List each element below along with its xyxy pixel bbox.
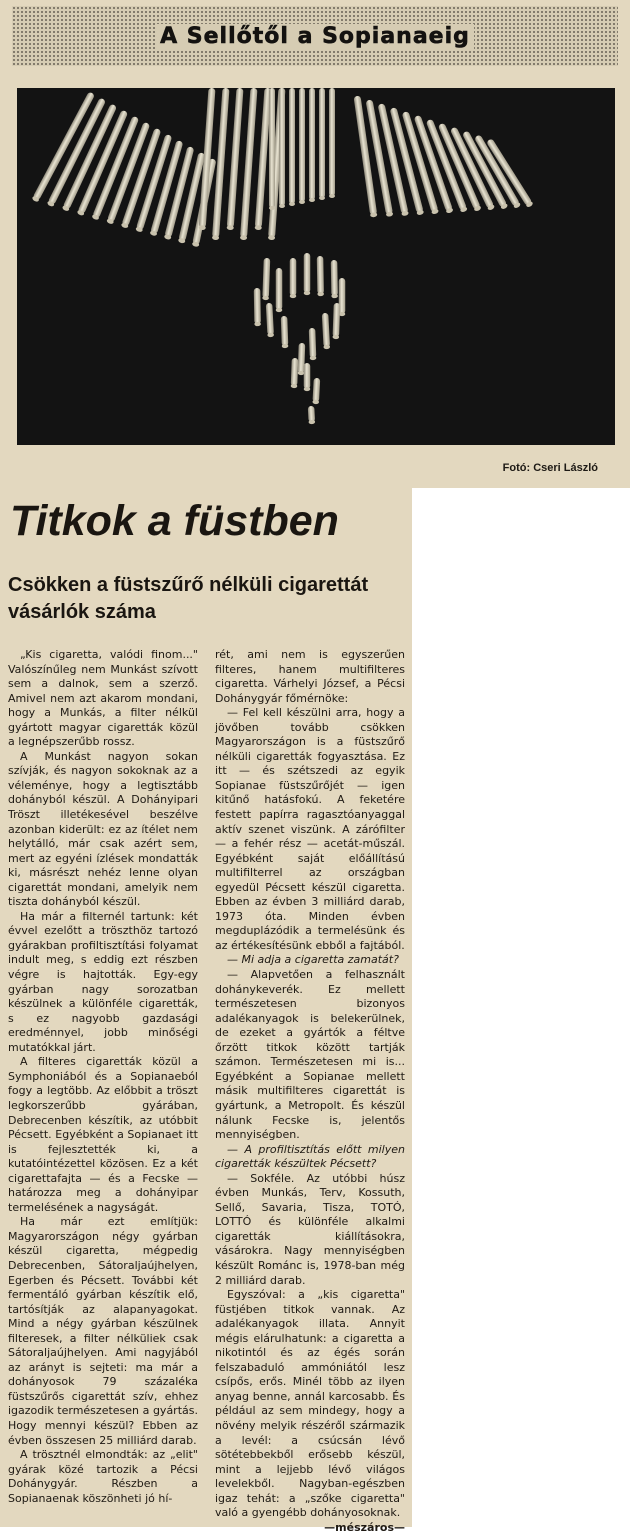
cigarette-shape [255, 88, 272, 230]
cigarette-shape [291, 358, 299, 388]
photo-credit: Fotó: Cseri László [502, 462, 598, 474]
cigarette-shape [329, 88, 335, 198]
author-signature: —mészáros— [324, 1520, 405, 1534]
cigarette-shape [317, 256, 324, 296]
article-column-left [8, 648, 198, 1506]
cigarette-shape [299, 88, 305, 204]
paragraph: Egyszóval: a „kis cigaretta" füstjében titkok vannak. Az adalékanyagok illata. Annyit mégis elárulhatunk: a cigaretta a nikotintól és az égés során felszabaduló ammóniától lesz csípős, erős. Minél több az ilyen anyag benne, annál karcosabb. És például az sem mindegy, hogy a növény melyik részéről származik a levél: a csúcsán lévő sötétebbekből erősebb készül, mint a lejjebb lévő világos levelekből. Nagyban-egészben igaz tehát: a „szőke cigaretta" való a gyengébb dohányosoknak. [215, 1288, 405, 1520]
section-header-band [12, 6, 618, 66]
section-header-title: A Sellőtől a Sopianaeig [156, 24, 474, 49]
paragraph: rét, ami nem is egyszerűen filteres, hanem multifilteres cigaretta. Várhelyi József, a Pécsi Dohánygyár főmérnöke: [215, 648, 405, 705]
cigarette-shape [262, 258, 270, 300]
cigarette-shape [276, 268, 283, 312]
cigarette-shape [332, 303, 340, 339]
cigarette-shape [312, 378, 320, 404]
cigarette-shape [281, 316, 289, 348]
article-column-right [215, 648, 405, 1535]
paragraph: A Munkást nagyon sokan szívják, és nagyon sokoknak az a véleménye, hogy a legtisztább dohányból készül. A Dohányipari Tröszt illetékesével beszélve azonban kiderült: ez az ítélet nem helytálló, már csak azért sem, mert az egyéni ízlések mondatták ki, másrészt nehéz lenne olyan cigarettát mondani, amelyik nem tiszta dohányból készül. [8, 749, 198, 909]
cigarette-shape [289, 88, 295, 206]
cigarette-shape [331, 260, 338, 298]
article-title: Titkok a füstben [10, 497, 339, 545]
cigarette-shape [308, 406, 315, 424]
paragraph: „Kis cigaretta, valódi finom..." Valószínűleg nem Munkást szívott sem a dalnok, sem a szerző. Amivel nem azt akarom mondani, hogy a Munkás, a filter nélkül gyártott magyar cigaretták közül a legnépszerűbb rossz. [8, 648, 198, 749]
article-subtitle: Csökken a füstszűrő nélküli cigarettát vásárlók száma [8, 574, 369, 623]
cigarette-shape [279, 88, 285, 208]
cigarette-shape [254, 288, 261, 326]
paragraph: — Fel kell készülni arra, hogy a jövőben tovább csökken Magyarországon is a füstszűrő nélküli cigaretták fogyasztása. Ez itt — és szétszedi az egyik Sopianae füstszűrőjét — igen kitűnő hatásfokú. A feketére festett papírra ragasztóanyaggal aktív szenet viszünk. A zárófilter — a fehér rész — acetát-műszál. Egyébként saját előállítású multifilterrel az országban egyedül Pécsett készül cigaretta. Ebben az évben 3 milliárd darab, 1973 óta. Minden évben megduplázódik a termelésünk és az értékesítésünk ebből a fajtából. [215, 706, 405, 952]
interview-question: — A profiltisztítás előtt milyen cigaretták készültek Pécsett? [215, 1142, 405, 1171]
cigarette-shape [266, 303, 274, 337]
cigarette-shape [227, 88, 244, 230]
interview-question: — Mi adja a cigaretta zamatát? [227, 953, 399, 967]
photo-image [17, 88, 615, 445]
cigarette-shape [309, 328, 317, 360]
cigarette-shape [240, 88, 258, 240]
paragraph: — Alapvetően a felhasznált dohánykeverék. Ez mellett természetesen bizonyos adalékanyagok is belekerülnek, de ezeket a gyártók a féltve őrzött titkok között tartják számon. Természetesen mi is... Egyébként a Sopianae mellett másik multifilteres cigarettát is gyártunk, a Metropolt. És készül nálunk Fecske is, jelentős mennyiségben. [215, 968, 405, 1142]
cigarette-shape [290, 258, 297, 298]
paragraph: — Sokféle. Az utóbbi húsz évben Munkás, Terv, Kossuth, Sellő, Savaria, Tisza, TOTÓ, LOTTÓ és különféle alkalmi cigaretták kiállításokra, vásárokra. Nagy mennyiségben készült Románc is, 1978-ban még 2 milliárd darab. [215, 1171, 405, 1287]
cigarette-shape [322, 313, 330, 349]
cigarette-shape [309, 88, 315, 202]
cigarette-shape [304, 253, 311, 295]
cigarette-shape [319, 88, 325, 200]
cigarette-shape [269, 88, 275, 210]
paragraph: A filteres cigaretták közül a Symphoniából és a Sopianaeból fogy a legtöbb. Az előbbit a tröszt legkorszerűbb gyárában, Debrecenben készítik, az utóbbit Pécsett. Egyébként a Sopianaet itt is fejlesztették ki, a kutatóintézettel közösen. Ez a két cigarettafajta — és a Fecske — határozza meg a dohányipar termelésének a nagyságát. [8, 1055, 198, 1214]
cigarette-arrangement-photo [17, 88, 615, 445]
paragraph: Ha már a filternél tartunk: két évvel ezelőtt a tröszthöz tartozó gyárakban profiltisztítási folyamat indult meg, s eddig ezt részben végre is hajtották. Egy-egy gyárban nagy sorozatban készülnek a különféle cigaretták, s ez nagyobb gazdasági eredménnyel, jobb minőségi mutatókkal járt. [8, 909, 198, 1054]
paragraph: Ha már ezt említjük: Magyarországon négy gyárban készül cigaretta, mégpedig Debrecenben, Sátoraljaújhelyen, Egerben és Pécsett. További két fermentáló gyárban készítik elő, tartósítják az alapanyagokat. Mind a négy gyárban készülnek filteresek, a filter nélküliek csak Sátoraljaújhelyen. Ami nagyjából az arányt is sejteti: ma már a dohányosok 79 százaléka füstszűrős cigarettát szív, ehhez igazodik természetesen a gyártás. Hogy mennyi készül? Ebben az évben összesen 25 milliárd darab. [8, 1215, 198, 1447]
paragraph: A trösztnél elmondták: az „elit" gyárak közé tartozik a Pécsi Dohánygyár. Részben a Sopianaenak köszönheti jó hí- [8, 1448, 198, 1505]
cigarette-shape [304, 363, 311, 391]
